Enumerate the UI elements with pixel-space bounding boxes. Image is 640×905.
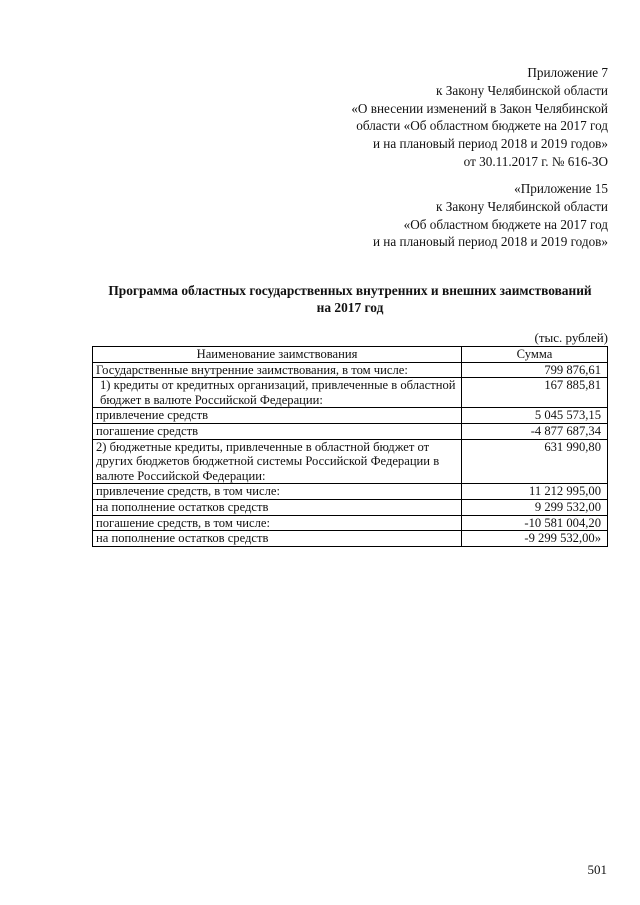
appendix-7-header bbox=[351, 64, 608, 171]
row-sum: -10 581 004,20 bbox=[462, 515, 608, 531]
table-row bbox=[93, 362, 608, 378]
document-title bbox=[60, 282, 640, 316]
appendix-15-line: «Приложение 15 bbox=[514, 181, 608, 196]
table-row bbox=[93, 531, 608, 547]
row-name: на пополнение остатков средств bbox=[93, 499, 462, 515]
table-row bbox=[93, 378, 608, 408]
appendix-15-header bbox=[373, 180, 608, 251]
document-title-line-2: на 2017 год bbox=[316, 300, 384, 315]
row-name: Государственные внутренние заимствования, в том числе: bbox=[93, 362, 462, 378]
row-name: привлечение средств, в том числе: bbox=[93, 484, 462, 500]
borrowings-table bbox=[92, 346, 608, 547]
appendix-7-line: от 30.11.2017 г. № 616-ЗО bbox=[463, 153, 608, 169]
table-row bbox=[93, 484, 608, 500]
appendix-7-line: и на плановый период 2018 и 2019 годов» bbox=[372, 136, 608, 152]
table-row bbox=[93, 515, 608, 531]
column-header-name: Наименование заимствования bbox=[93, 347, 462, 363]
units-label: (тыс. рублей) bbox=[534, 330, 608, 345]
row-name: 2) бюджетные кредиты, привлеченные в областной бюджет от других бюджетов бюджетной системы Российской Федерации в валюте Российской Федерации: bbox=[93, 439, 462, 484]
row-sum: -9 299 532,00» bbox=[462, 531, 608, 547]
row-sum: 631 990,80 bbox=[462, 439, 608, 484]
row-sum: 9 299 532,00 bbox=[462, 499, 608, 515]
appendix-7-line: к Закону Челябинской области bbox=[436, 82, 608, 98]
table-row bbox=[93, 408, 608, 424]
row-sum: 167 885,81 bbox=[462, 378, 608, 408]
row-name: на пополнение остатков средств bbox=[93, 531, 462, 547]
table-row bbox=[93, 499, 608, 515]
table-row bbox=[93, 439, 608, 484]
row-sum: -4 877 687,34 bbox=[462, 423, 608, 439]
appendix-7-line: области «Об областном бюджете на 2017 год bbox=[356, 118, 608, 134]
page-number: 501 bbox=[587, 862, 607, 877]
row-sum: 5 045 573,15 bbox=[462, 408, 608, 424]
column-header-sum: Сумма bbox=[462, 347, 608, 363]
table-row bbox=[93, 423, 608, 439]
appendix-15-line: и на плановый период 2018 и 2019 годов» bbox=[372, 234, 608, 250]
row-name: погашение средств, в том числе: bbox=[93, 515, 462, 531]
appendix-7-line: Приложение 7 bbox=[527, 65, 608, 80]
table-header-row bbox=[93, 347, 608, 363]
appendix-15-line: к Закону Челябинской области bbox=[436, 198, 608, 214]
row-name: 1) кредиты от кредитных организаций, привлеченные в областной бюджет в валюте Российской Федерации: bbox=[93, 378, 462, 408]
appendix-7-line: «О внесении изменений в Закон Челябинской bbox=[351, 100, 608, 116]
appendix-15-line: «Об областном бюджете на 2017 год bbox=[403, 216, 608, 232]
row-name: погашение средств bbox=[93, 423, 462, 439]
row-sum: 799 876,61 bbox=[462, 362, 608, 378]
row-name: привлечение средств bbox=[93, 408, 462, 424]
row-sum: 11 212 995,00 bbox=[462, 484, 608, 500]
document-title-line-1: Программа областных государственных внутренних и внешних заимствований bbox=[108, 283, 592, 298]
